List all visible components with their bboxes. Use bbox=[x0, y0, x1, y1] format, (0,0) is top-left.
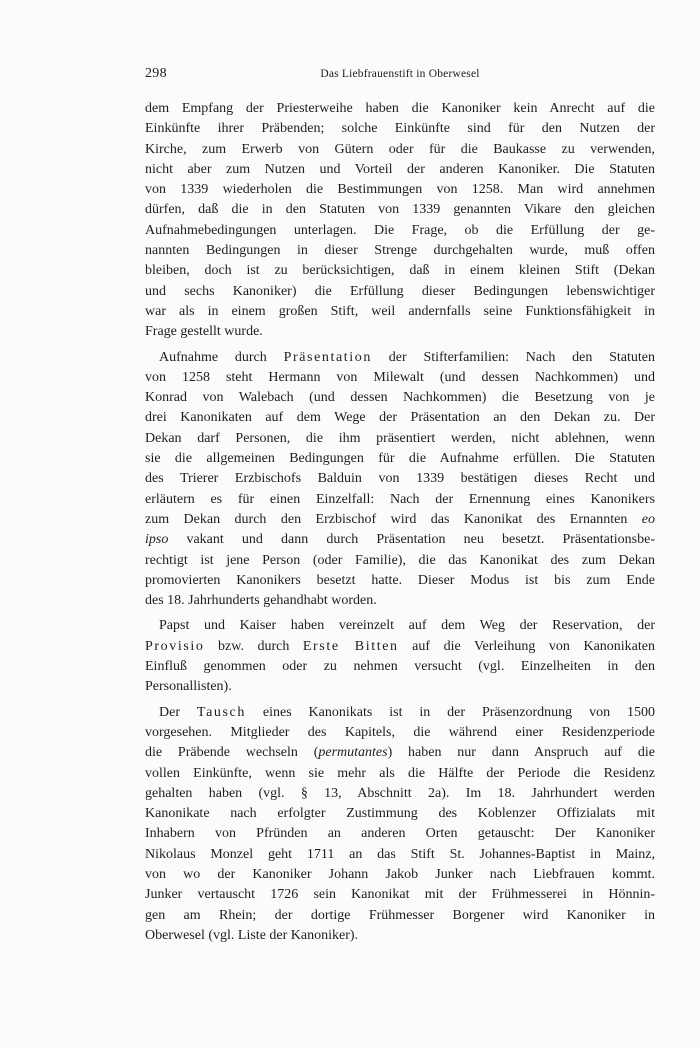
text-line: von wo der Kanoniker Johann Jakob Junker nach Liebfrauen kommt. bbox=[145, 866, 655, 882]
page-number: 298 bbox=[145, 66, 167, 81]
text-run: bzw. durch bbox=[204, 638, 303, 654]
text-line: bleiben, doch ist zu berücksichtigen, daß in einem kleinen Stift (Dekan bbox=[145, 263, 655, 279]
running-head: Das Liebfrauenstift in Oberwesel bbox=[320, 68, 480, 80]
body-text bbox=[145, 99, 655, 951]
text-run: der Stifterfamilien: Nach den Statuten bbox=[371, 349, 655, 365]
text-line: promovierten Kanonikers besetzt hatte. Dieser Modus ist bis zum Ende bbox=[145, 572, 655, 588]
text-line: gehalten haben (vgl. § 13, Abschnitt 2a). Im 18. Jahrhundert werden bbox=[145, 785, 655, 801]
text-line: Aufnahmebedingungen unterlagen. Die Frage, ob die Erfüllung der ge- bbox=[145, 222, 655, 238]
text-line: drei Kanonikaten auf dem Wege der Präsentation an den Dekan zu. Der bbox=[145, 410, 655, 426]
text-line: dem Empfang der Priesterweihe haben die Kanoniker kein Anrecht auf die bbox=[145, 101, 655, 116]
text-line bbox=[145, 637, 655, 657]
spaced-term: Erste Bitten bbox=[302, 638, 399, 654]
text-line bbox=[145, 510, 655, 530]
text-run: zum Dekan durch den Erzbischof wird das Kanonikat des Ernannten bbox=[145, 511, 642, 527]
text-line: des Trierer Erzbischofs Balduin von 1339 bestätigen dieses Recht und bbox=[145, 471, 655, 487]
text-line bbox=[145, 348, 655, 368]
spaced-term: Präsentation bbox=[283, 349, 372, 365]
text-line: Kirche, zum Erwerb von Gütern oder für die Baukasse zu verwenden, bbox=[145, 141, 655, 157]
italic-term: eo bbox=[641, 511, 655, 527]
text-line: dürfen, daß die in den Statuten von 1339 genannten Vikare den gleichen bbox=[145, 202, 655, 218]
text-run: Aufnahme durch bbox=[159, 349, 284, 365]
text-run: Der bbox=[159, 704, 197, 720]
italic-term: permutantes bbox=[318, 745, 388, 761]
text-run: eines Kanonikats ist in der Präsenzordnung von 1500 bbox=[245, 704, 655, 720]
text-line: Einfluß genommen oder zu nehmen versucht (vgl. Einzelheiten in den bbox=[145, 659, 655, 675]
italic-term: ipso bbox=[145, 532, 169, 548]
text-line: Inhabern von Pfründen an anderen Orten getauscht: Der Kanoniker bbox=[145, 826, 655, 842]
text-line: war als in einem großen Stift, weil andernfalls seine Funktionsfähigkeit in bbox=[145, 303, 655, 319]
text-run: die Präbende wechseln ( bbox=[145, 745, 319, 761]
paragraph-1 bbox=[145, 99, 655, 343]
text-line: von 1339 wiederholen die Bestimmungen von 1258. Man wird annehmen bbox=[145, 182, 655, 198]
text-run: ) haben nur dann Anspruch auf die bbox=[387, 745, 655, 761]
text-line: Oberwesel (vgl. Liste der Kanoniker). bbox=[145, 927, 359, 943]
text-line: rechtigt ist jene Person (oder Familie), die das Kanonikat des zum Dekan bbox=[145, 552, 655, 568]
text-line: vorgesehen. Mitglieder des Kapitels, die während einer Residenzperiode bbox=[145, 724, 655, 740]
text-line: Nikolaus Monzel geht 1711 an das Stift St. Johannes-Baptist in Mainz, bbox=[145, 846, 655, 862]
text-line: des 18. Jahrhunderts gehandhabt worden. bbox=[145, 593, 377, 609]
spaced-term: Tausch bbox=[196, 704, 246, 720]
text-line: und sechs Kanoniker) die Erfüllung dieser Bedingungen lebenswichtiger bbox=[145, 283, 655, 299]
text-line bbox=[145, 743, 655, 763]
page-header bbox=[145, 66, 655, 86]
text-line: Dekan darf Personen, die ihm präsentiert werden, nicht ablehnen, wenn bbox=[145, 430, 655, 446]
text-line: vollen Einkünfte, wenn sie mehr als die Hälfte der Periode die Residenz bbox=[145, 765, 655, 781]
text-line: Papst und Kaiser haben vereinzelt auf dem Weg der Reservation, der bbox=[159, 618, 655, 634]
text-run: vakant und dann durch Präsentation neu besetzt. Präsentationsbe- bbox=[168, 532, 655, 548]
text-line: erläutern es für einen Einzelfall: Nach der Ernennung eines Kanonikers bbox=[145, 491, 655, 507]
text-line: Frage gestellt wurde. bbox=[145, 324, 263, 340]
text-run: auf die Verleihung von Kanonikaten bbox=[398, 638, 656, 654]
paragraph-2 bbox=[145, 348, 655, 612]
text-line: Junker vertauscht 1726 sein Kanonikat mit der Frühmesserei in Hönnin- bbox=[145, 887, 655, 903]
text-line: Konrad von Walebach (und dessen Nachkommen) die Besetzung von je bbox=[145, 390, 655, 406]
text-line: nicht aber zum Nutzen und Vorteil der anderen Kanoniker. Die Statuten bbox=[145, 161, 655, 177]
text-line: von 1258 steht Hermann von Milewalt (und dessen Nachkommen) und bbox=[145, 369, 655, 385]
text-line: Kanonikate nach erfolgter Zustimmung des Koblenzer Offizialats mit bbox=[145, 806, 655, 822]
paragraph-4 bbox=[145, 703, 655, 947]
paragraph-3 bbox=[145, 616, 655, 697]
text-line: sie die allgemeinen Bedingungen für die Aufnahme erfüllen. Die Statuten bbox=[145, 451, 655, 467]
text-line bbox=[145, 530, 655, 550]
text-line: Einkünfte ihrer Präbenden; solche Einkünfte sind für den Nutzen der bbox=[145, 121, 655, 137]
text-line: nannten Bedingungen in dieser Strenge durchgehalten wurde, muß offen bbox=[145, 243, 655, 259]
text-line bbox=[145, 703, 655, 723]
text-line: gen am Rhein; der dortige Frühmesser Borgener wird Kanoniker in bbox=[145, 907, 655, 923]
text-line: Personallisten). bbox=[145, 679, 232, 695]
spaced-term: Provisio bbox=[145, 638, 205, 654]
